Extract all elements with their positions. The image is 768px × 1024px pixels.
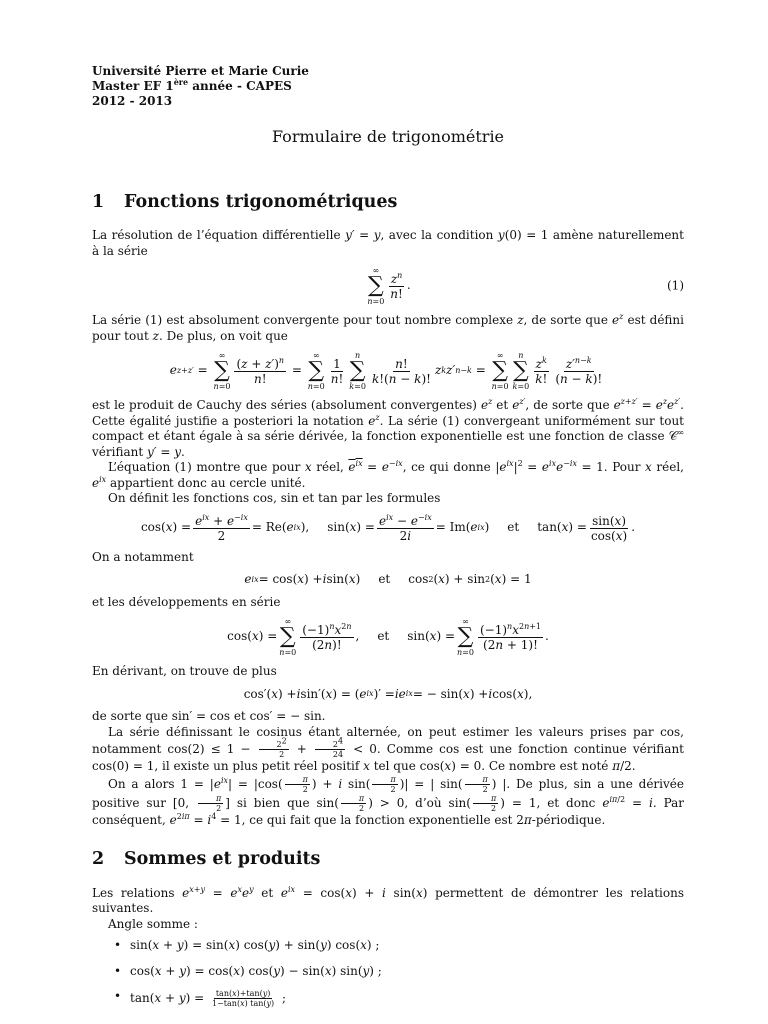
equation-number: (1) — [667, 278, 684, 293]
paragraph-3: est le produit de Cauchy des séries (absolument convergentes) $e^z$ et $e^{z'}$, de sorte que $e^{z+z'} = e^ze^{z'}$. Cette égalité justifie a posteriori la notation $e^z$. La série (1) convergeant uniformément sur tout compact et étant égale à sa série dérivée, la fonction exponentielle est une fonction de classe 𝒞∞ vérifiant y′ = y. — [92, 397, 685, 459]
equation-definitions: cos( x ) = $\frac{e^{ix} + e^{-ix}}{2}$ = Re( e ix ), sin( x ) = $\frac{e^{ix} - e^{-ix}}{2i}$ = Im( e ix ) et tan( x ) = $\frac{\sin(x)}{\cos(x)}$ . — [140, 512, 636, 543]
paragraph-5: On définit les fonctions cos, sin et tan par les formules — [108, 491, 441, 505]
paragraph-8: En dérivant, on trouve de plus — [92, 664, 277, 678]
paragraph-1: La résolution de l’équation différentielle y′ = y, avec la condition y(0) = 1 amène naturellement à la série — [92, 228, 684, 258]
section-1 — [92, 191, 685, 829]
section-2-number: 2 — [92, 849, 105, 869]
list-item: • tan(x + y) = $\frac{\tan(x)+\tan(y)}{1-\tan(x) \tan(y)}$ ; — [114, 989, 287, 1008]
section-1-number: 1 — [92, 191, 105, 212]
header-year: 2012 - 2013 — [92, 94, 173, 108]
list-item: • cos(x + y) = cos(x) cos(y) − sin(x) sin(y) ; — [114, 963, 382, 978]
paragraph-2: La série (1) est absolument convergente pour tout nombre complexe z, de sorte que $e^z$ est défini pour tout z. De plus, on voit que — [92, 312, 684, 343]
paragraph-9: de sorte que sin′ = cos et cos′ = − sin. — [92, 709, 326, 723]
bullet-icon: • — [114, 989, 122, 1003]
paragraph-11: On a alors $1 = |e^{ix}| = |\cos$( $\frac{\pi}{2}$ ) + i sin( $\frac{\pi}{2}$ )| = | sin( $\frac{\pi}{2}$ ) |. De plus, sin a une dérivée positive sur [0, $\frac{\pi}{2}$ ] si bien que sin( $\frac{\pi}{2}$ ) > 0, d’où sin( $\frac{\pi}{2}$ ) = 1, et donc $e^{i\pi/2} = i$. Par conséquent, $e^{2i\pi} = i^4 = 1$, ce qui fait que la fonction exponentielle est 2π-périodique. — [92, 774, 684, 827]
equation-1: ∞ ∑ n=0 $\frac{z^n}{n!}$ . (1) — [367, 266, 684, 306]
document-title: Formulaire de trigonométrie — [271, 127, 505, 146]
bullet-icon: • — [114, 938, 122, 952]
section-2-paragraph-2: Angle somme : — [108, 916, 198, 931]
document-header — [92, 64, 684, 109]
equation-euler: e ix = cos( x ) + i sin( x ) et cos 2 ( x ) + sin 2 ( x ) = 1 — [244, 572, 532, 586]
section-1-title: Fonctions trigonométriques — [124, 191, 398, 212]
header-university: Université Pierre et Marie Curie — [92, 64, 309, 78]
formula-list — [92, 938, 684, 1008]
equation-series: cos( x ) = ∞ ∑ n=0 $\frac{(-1)^nx^{2n}}{(2n)!}$ , et sin( x ) = ∞ ∑ n=0 $\frac{(-1)^nx^{2n+1}}{(2n + 1)!}$ . — [227, 617, 549, 657]
section-2-paragraph-1: Les relations $e^{x+y} = e^xe^y$ et $e^{ix} = \cos(x) + i$ sin(x) permettent de démontrer les relations suivantes. — [92, 884, 684, 915]
paragraph-10: La série définissant le cosinus étant alternée, on peut estimer les valeurs prises par cos, notamment cos(2) ≤ 1 − $\frac{2^2}{2}$ + $\frac{2^4}{24}$ < 0. Comme cos est une fonction continue vérifiant cos(0) = 1, il existe un plus petit réel positif x tel que cos(x) = 0. Ce nombre est noté π/2. — [92, 724, 684, 773]
paragraph-4: L’équation (1) montre que pour x réel, $e^{ix} = e^{-ix}$, ce qui donne $|e^{ix}|^2 = e^{ix}e^{-ix} = 1$. Pour x réel, $e^{ix}$ appartient donc au cercle unité. — [92, 459, 684, 490]
equation-derivative: cos′( x ) + i sin′( x ) = ( e ix )′ = ie ix = − sin( x ) + i cos( x ), — [243, 686, 533, 701]
section-2-heading — [92, 849, 684, 869]
section-1-heading — [92, 191, 684, 212]
header-program: Master EF 1ère année - CAPES — [92, 77, 292, 93]
bullet-icon: • — [114, 963, 122, 978]
paragraph-7: et les développements en série — [92, 594, 281, 609]
equation-cauchy-product: e z+z′ = ∞ ∑ n=0 $\frac{(z + z')^n}{n!}$ = ∞ ∑ n=0 $\frac{1}{n!}$ n ∑ k=0 $\frac{n!}{k!(n - k)!}$ z k z′ n−k = ∞ ∑ n=0 n ∑ k=0 $\frac{z^k}{k!}$ $\frac{z'^{n-k}}{(n - k)!}$ — [169, 351, 603, 391]
section-2 — [92, 849, 684, 1008]
list-item: • sin(x + y) = sin(x) cos(y) + sin(y) cos(x) ; — [114, 938, 380, 952]
paragraph-6: On a notamment — [92, 549, 194, 564]
section-2-title: Sommes et produits — [124, 849, 321, 869]
